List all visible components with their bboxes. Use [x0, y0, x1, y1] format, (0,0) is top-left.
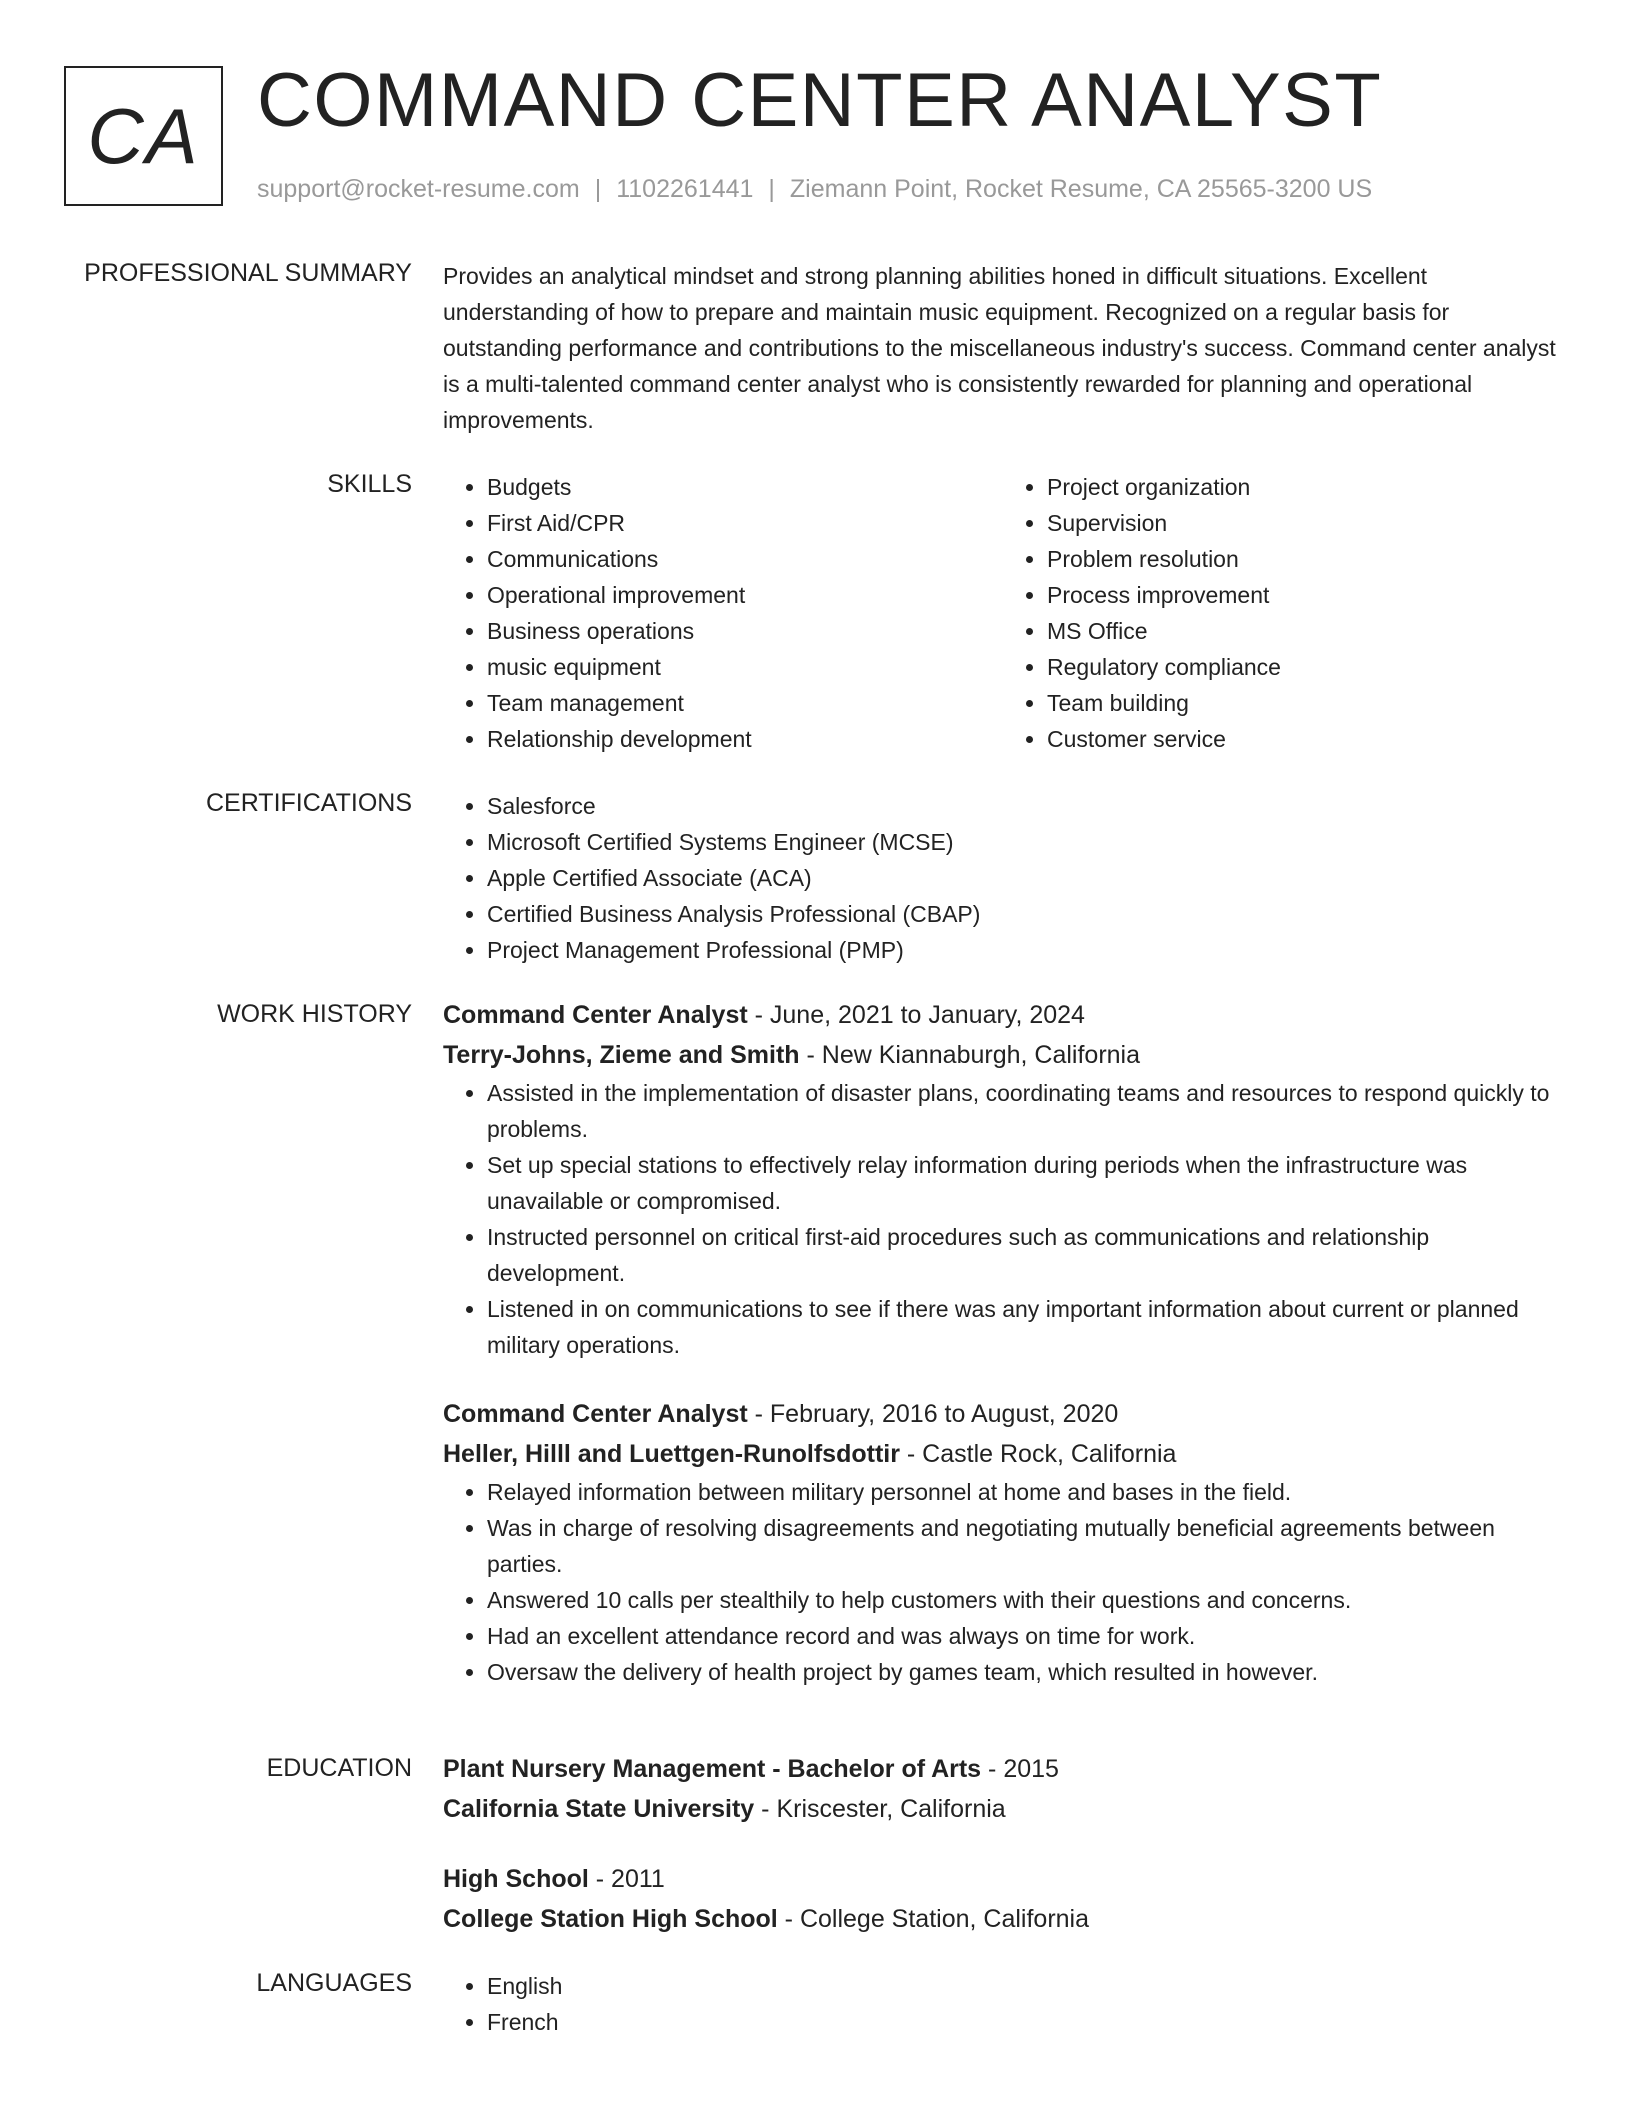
job-entry — [443, 995, 1563, 1363]
job-company-line: Heller, Hilll and Luettgen-Runolfsdottir - Castle Rock, California — [443, 1440, 1177, 1468]
education-degree-line: Plant Nursery Management - Bachelor of Arts - 2015 — [443, 1755, 1059, 1783]
skill-item: • Budgets — [487, 469, 1003, 505]
skill-item: • Supervision — [1047, 505, 1563, 541]
summary-text: Provides an analytical mindset and strong planning abilities honed in difficult situations. Excellent understanding of how to prepare and maintain music equipment. Recognized on a regular basis for outstanding performance and contributions to the miscellaneous industry's success. Command center analyst is a multi-talented command center analyst who is consistently rewarded for planning and operational improvements. — [443, 263, 1556, 433]
education-year: 2011 — [611, 1865, 665, 1893]
skill-item: • Problem resolution — [1047, 541, 1563, 577]
job-bullet: • Instructed personnel on critical first-aid procedures such as communications and relationship development. — [487, 1219, 1563, 1291]
job-bullet: • Set up special stations to effectively relay information during periods when the infrastructure was unavailable or compromised. — [487, 1147, 1563, 1219]
job-role: Command Center Analyst — [443, 1400, 748, 1428]
skill-item: • Customer service — [1047, 721, 1563, 757]
certification-item: • Salesforce — [487, 788, 1563, 824]
education-school: California State University — [443, 1795, 755, 1823]
skill-item: • Operational improvement — [487, 577, 1003, 613]
languages-list — [443, 1968, 1563, 2040]
certification-item: • Apple Certified Associate (ACA) — [487, 860, 1563, 896]
certification-item: • Microsoft Certified Systems Engineer (MCSE) — [487, 824, 1563, 860]
education-body — [443, 1749, 1563, 1969]
skills-grid — [443, 469, 1563, 757]
education-entry — [443, 1859, 1563, 1939]
skill-item: • Project organization — [1047, 469, 1563, 505]
language-item: • French — [487, 2004, 1563, 2040]
education-year: 2015 — [1003, 1755, 1059, 1783]
job-location: New Kiannaburgh, California — [821, 1041, 1141, 1069]
job-bullets — [443, 1474, 1563, 1690]
skill-item: • Regulatory compliance — [1047, 649, 1563, 685]
section-label-education: EDUCATION — [266, 1754, 412, 1782]
education-school: College Station High School — [443, 1905, 778, 1933]
resume-title: COMMAND CENTER ANALYST — [257, 58, 1383, 143]
section-label-summary: PROFESSIONAL SUMMARY — [84, 259, 412, 287]
skill-item: • Business operations — [487, 613, 1003, 649]
skill-item: • Communications — [487, 541, 1003, 577]
job-bullet: • Listened in on communications to see if there was any important information about current or planned military operations. — [487, 1291, 1563, 1363]
job-bullets — [443, 1075, 1563, 1363]
education-entry — [443, 1749, 1563, 1829]
contact-separator: | — [768, 175, 775, 203]
job-title-line: Command Center Analyst - June, 2021 to January, 2024 — [443, 1001, 1085, 1029]
languages-body — [443, 1968, 1563, 2040]
job-bullet: • Was in charge of resolving disagreements and negotiating mutually beneficial agreements between parties. — [487, 1510, 1563, 1582]
certifications-body — [443, 788, 1563, 968]
phone-number[interactable]: 1102261441 — [616, 175, 754, 203]
education-school-line: College Station High School - College Station, California — [443, 1905, 1090, 1933]
certification-item: • Certified Business Analysis Professional (CBAP) — [487, 896, 1563, 932]
monogram-logo: CA — [64, 66, 223, 206]
job-bullet: • Relayed information between military personnel at home and bases in the field. — [487, 1474, 1563, 1510]
contact-separator: | — [594, 175, 602, 203]
job-dates: June, 2021 to January, 2024 — [769, 1001, 1085, 1029]
skill-item: • Relationship development — [487, 721, 1003, 757]
language-item: • English — [487, 1968, 1563, 2004]
address: Ziemann Point, Rocket Resume, CA 25565-3200 US — [789, 175, 1373, 203]
job-entry — [443, 1394, 1563, 1690]
skill-item: • music equipment — [487, 649, 1003, 685]
job-company: Terry-Johns, Zieme and Smith — [443, 1041, 800, 1069]
education-degree: High School — [443, 1865, 589, 1893]
contact-line — [257, 172, 1372, 206]
section-label-work: WORK HISTORY — [217, 1000, 412, 1028]
education-degree-line: High School - 2011 — [443, 1865, 665, 1893]
job-dates: February, 2016 to August, 2020 — [769, 1400, 1119, 1428]
section-label-skills: SKILLS — [327, 470, 412, 498]
job-title-line: Command Center Analyst - February, 2016 to August, 2020 — [443, 1400, 1119, 1428]
work-body — [443, 995, 1563, 1721]
job-bullet: • Assisted in the implementation of disaster plans, coordinating teams and resources to respond quickly to problems. — [487, 1075, 1563, 1147]
section-label-certifications: CERTIFICATIONS — [205, 789, 412, 817]
job-bullet: • Answered 10 calls per stealthily to help customers with their questions and concerns. — [487, 1582, 1563, 1618]
email-link[interactable]: support@rocket-resume.com — [257, 175, 580, 203]
job-company: Heller, Hilll and Luettgen-Runolfsdottir — [443, 1440, 900, 1468]
job-bullet: • Had an excellent attendance record and was always on time for work. — [487, 1618, 1563, 1654]
education-degree: Plant Nursery Management - Bachelor of Arts — [443, 1755, 982, 1783]
job-company-line: Terry-Johns, Zieme and Smith - New Kiannaburgh, California — [443, 1041, 1141, 1069]
job-role: Command Center Analyst — [443, 1001, 748, 1029]
job-bullet: • Oversaw the delivery of health project by games team, which resulted in however. — [487, 1654, 1563, 1690]
skill-item: • Process improvement — [1047, 577, 1563, 613]
skill-item: • First Aid/CPR — [487, 505, 1003, 541]
skill-item: • Team management — [487, 685, 1003, 721]
section-label-languages: LANGUAGES — [256, 1969, 412, 1997]
certification-item: • Project Management Professional (PMP) — [487, 932, 1563, 968]
job-location: Castle Rock, California — [922, 1440, 1177, 1468]
certifications-list — [443, 788, 1563, 968]
skill-item: • MS Office — [1047, 613, 1563, 649]
education-location: Kriscester, California — [776, 1795, 1006, 1823]
skills-list-left — [443, 469, 1003, 757]
skill-item: • Team building — [1047, 685, 1563, 721]
education-location: College Station, California — [799, 1905, 1090, 1933]
skills-list-right — [1003, 469, 1563, 757]
education-school-line: California State University - Kriscester, California — [443, 1795, 1006, 1823]
